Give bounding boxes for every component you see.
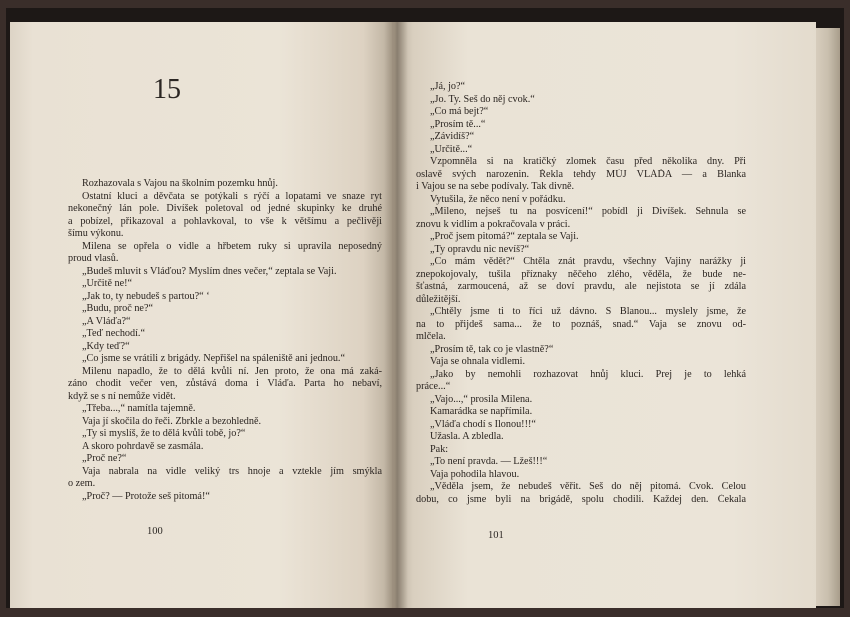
text-line: když se s ní nemůže vidět.: [68, 390, 176, 402]
text-line: „Třeba...,“ namítla tajemně.: [82, 403, 196, 414]
text-line: „Věděla jsem, že nebudeš věřit. Seš do něj pitomá. Cvok. Celou: [430, 481, 746, 492]
text-line: záno chodit večer ven, zůstává doma i Vláďa. Parta ho nebaví,: [68, 378, 382, 389]
book-gutter: [384, 22, 408, 608]
text-line: proud vlasů.: [68, 253, 119, 264]
text-line: „Prosím tě, tak co je vlastně?“: [430, 343, 554, 355]
text-line: „Závidíš?“: [430, 131, 475, 142]
text-line: „Proč jsem pitomá?“ zeptala se Vaji.: [430, 231, 579, 242]
text-line: a pobízel, přikazoval a pohlavkoval, to vše k většímu a pečlivěji: [68, 215, 382, 227]
text-line: i Vajou se na sebe podívaly. Tak divně.: [416, 181, 575, 192]
text-line: znovu k vidlím a pokračovala v práci.: [416, 218, 571, 230]
page-number-right: 101: [488, 530, 504, 541]
text-line: dobu, co jsme byli na brigádě, spolu chodili. Každej den. Čekala: [416, 493, 746, 505]
text-line: Milenu napadlo, že to dělá kvůli ní. Jen proto, že ona má zaká-: [82, 365, 382, 377]
text-line: „Vajo...,“ prosila Milena.: [430, 393, 533, 405]
text-line: „Ty si myslíš, že to dělá kvůli tobě, jo?“: [82, 428, 246, 439]
text-line: Vaja jí skočila do řeči. Zbrkle a bezohledně.: [82, 415, 262, 427]
text-line: „To není pravda. — Lžeš!!!“: [430, 456, 548, 467]
text-line: „Teď nechodí.“: [82, 328, 146, 339]
text-line: A skoro pohrdavě se zasmála.: [82, 440, 204, 452]
left-page: [10, 22, 394, 608]
page-edges: [816, 28, 840, 606]
text-line: „Ty opravdu nic nevíš?“: [430, 243, 530, 255]
text-line: Ostatní kluci a děvčata se potýkali s rýčí a lopatami ve snaze ryt: [82, 190, 382, 202]
text-line: „Jo. Ty. Seš do něj cvok.“: [430, 93, 535, 105]
text-line: „Co mám vědět?“ Chtěla znát pravdu, všechny Vajiny narážky ji: [430, 256, 746, 267]
right-page-text: [416, 81, 746, 506]
text-line: Vaja pohodila hlavou.: [430, 468, 520, 480]
text-line: Vaja se ohnala vidlemi.: [430, 356, 526, 367]
text-line: „Kdy teď?“: [82, 340, 130, 352]
text-line: na to přijdeš sama... že to poznáš, snad.“ Vaja se znovu od-: [416, 318, 746, 330]
text-line: Pak:: [430, 443, 449, 455]
text-line: Užasla. A zbledla.: [430, 431, 504, 442]
text-line: „Mileno, nejseš tu na posvícení!“ pobídl ji Divíšek. Sehnula se: [430, 206, 746, 217]
left-page-text: [68, 178, 382, 503]
text-line: Vytušila, že něco není v pořádku.: [430, 193, 566, 205]
text-line: „Prosím tě...“: [430, 118, 486, 130]
text-line: „Jako by nemohli rozhazovat hnůj kluci. Prej je to lehká: [430, 368, 746, 380]
text-line: Kamarádka se napřímila.: [430, 406, 533, 417]
text-line: práce...“: [416, 381, 451, 392]
text-line: Milena se opřela o vidle a hřbetem ruky si upravila neposedný: [82, 240, 382, 252]
text-line: „Určitě ne!“: [82, 278, 133, 289]
text-line: „Budu, proč ne?“: [82, 303, 153, 314]
chapter-number: 15: [153, 74, 181, 105]
text-line: Vzpomněla si na kratičký zlomek času před několika dny. Při: [430, 156, 746, 167]
text-line: „Chtěly jsme ti to říci už dávno. S Blanou... myslely jsme, že: [430, 306, 746, 317]
text-line: Vaja nabrala na vidle veliký trs hnoje a vztekle jím smýkla: [82, 465, 382, 477]
text-line: „Co jsme se vrátili z brigády. Nepřišel na spáleniště ani jednou.“: [82, 353, 346, 364]
text-line: „Proč ne?“: [82, 453, 127, 464]
text-line: „A Vláďa?“: [82, 315, 131, 327]
text-line: Rozhazovala s Vajou na školním pozemku hnůj.: [82, 178, 278, 189]
text-line: „Jak to, ty nebudeš s partou?“ ‘: [82, 290, 210, 302]
book-spread: [6, 8, 844, 608]
text-line: „Já, jo?“: [430, 81, 466, 92]
page-number-left: 100: [147, 526, 163, 537]
text-line: „Budeš mluvit s Vláďou? Myslím dnes večer,“ zeptala se Vaji.: [82, 265, 337, 277]
text-line: „Proč? — Protože seš pitomá!“: [82, 490, 210, 502]
text-line: šímu výkonu.: [68, 228, 124, 239]
text-line: šťastná, zarmoucená, až se doví pravdu, ale nejistota se jí zdála: [416, 281, 746, 292]
text-line: znepokojovaly, tušila příznaky něčeho zlého, věděla, že bude ne-: [416, 268, 746, 280]
text-line: nekonečný lán pole. Divíšek poletoval od jedné skupinky ke druhé: [68, 203, 382, 214]
text-line: oslavě svých narozenin. Řekla tehdy MŮJ VLÁĎA — a Blanka: [416, 168, 746, 180]
text-line: „Určitě...“: [430, 143, 473, 155]
text-line: „Co má bejt?“: [430, 106, 489, 117]
text-line: důležitější.: [416, 293, 461, 305]
text-line: o zem.: [68, 478, 96, 489]
text-line: mlčela.: [416, 331, 446, 342]
text-line: „Vláďa chodí s Ilonou!!!“: [430, 418, 536, 430]
right-page: [392, 22, 816, 608]
